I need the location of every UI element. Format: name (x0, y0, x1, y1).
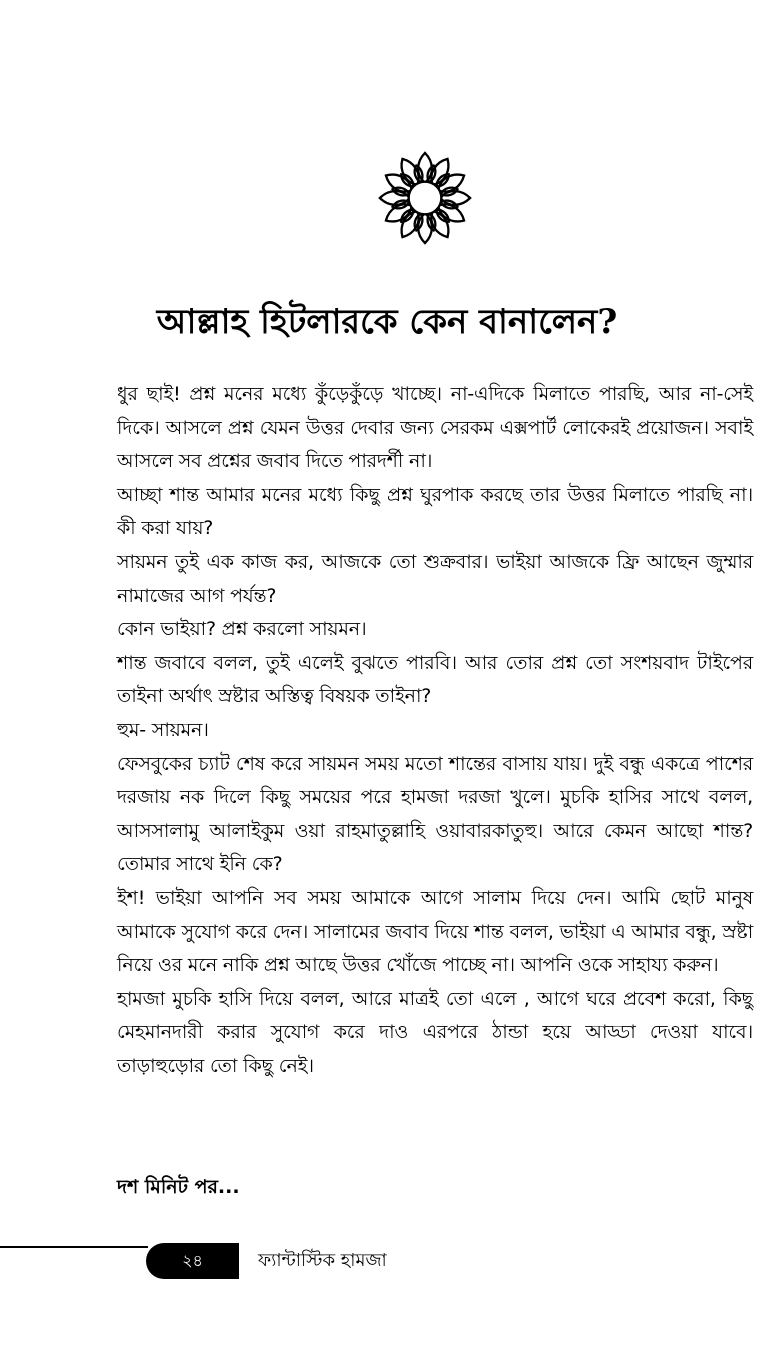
footer-rule (0, 1246, 148, 1248)
paragraph: ইশ! ভাইয়া আপনি সব সময় আমাকে আগে সালাম দিয়ে দেন। আমি ছোট মানুষ আমাকে সুযোগ করে দেন। সালামের জবাব দিয়ে শান্ত বলল, ভাইয়া এ আমার বন্ধু, স্রষ্টা নিয়ে ওর মনে নাকি প্রশ্ন আছে উত্তর খোঁজে পাচ্ছে না। আপনি ওকে সাহায্য করুন। (117, 886, 753, 977)
running-footer-title: ফ্যান্টাস্টিক হামজা (258, 1250, 387, 1271)
paragraph: হুম- সায়মন। (117, 718, 209, 741)
paragraph: ফেসবুকের চ্যাট শেষ করে সায়মন সময় মতো শান্তের বাসায় যায়। দুই বন্ধু একত্রে পাশের দরজায় নক দিলে কিছু সময়ের পরে হামজা দরজা খুলে। মুচকি হাসির সাথে বলল, আসসালামু আলাইকুম ওয়া রাহমাতুল্লাহি ওয়াবারকাতুহু। আরে কেমন আছো শান্ত? তোমার সাথে ইনি কে? (117, 752, 753, 876)
body-text (117, 378, 753, 1083)
lotus-ornament-icon (377, 150, 473, 246)
paragraph: সায়মন তুই এক কাজ কর, আজকে তো শুক্রবার। ভাইয়া আজকে ফ্রি আছেন জুম্মার নামাজের আগ পর্যন্ত? (117, 550, 753, 607)
paragraph: আচ্ছা শান্ত আমার মনের মধ্যে কিছু প্রশ্ন ঘুরপাক করছে তার উত্তর মিলাতে পারছি না। কী করা যায়? (117, 483, 753, 540)
paragraph: কোন ভাইয়া? প্রশ্ন করলো সায়মন। (117, 618, 367, 641)
paragraph: শান্ত জবাবে বলল, তুই এলেই বুঝতে পারবি। আর তোর প্রশ্ন তো সংশয়বাদ টাইপের তাইনা অর্থাৎ স্রষ্টার অস্তিত্ব বিষয়ক তাইনা? (117, 651, 753, 708)
closing-line: দশ মিনিট পর... (117, 1176, 240, 1198)
paragraph: ধুর ছাই! প্রশ্ন মনের মধ্যে কুঁড়েকুঁড়ে খাচ্ছে। না-এদিকে মিলাতে পারছি, আর না-সেই দিকে। আসলে প্রশ্ন যেমন উত্তর দেবার জন্য সেরকম এক্সপার্ট লোকেরই প্রয়োজন। সবাই আসলে সব প্রশ্নের জবাব দিতে পারদর্শী না। (117, 383, 753, 473)
page-number-tab (146, 1243, 239, 1279)
chapter-title: আল্লাহ হিটলারকে কেন বানালেন? (156, 302, 618, 342)
paragraph: হামজা মুচকি হাসি দিয়ে বলল, আরে মাত্রই তো এলে , আগে ঘরে প্রবেশ করো, কিছু মেহমানদারী করার সুযোগ করে দাও এরপরে ঠান্ডা হয়ে আড্ডা দেওয়া যাবে। তাড়াহুড়োর তো কিছু নেই। (117, 987, 753, 1077)
page-number: ২৪ (182, 1251, 203, 1270)
